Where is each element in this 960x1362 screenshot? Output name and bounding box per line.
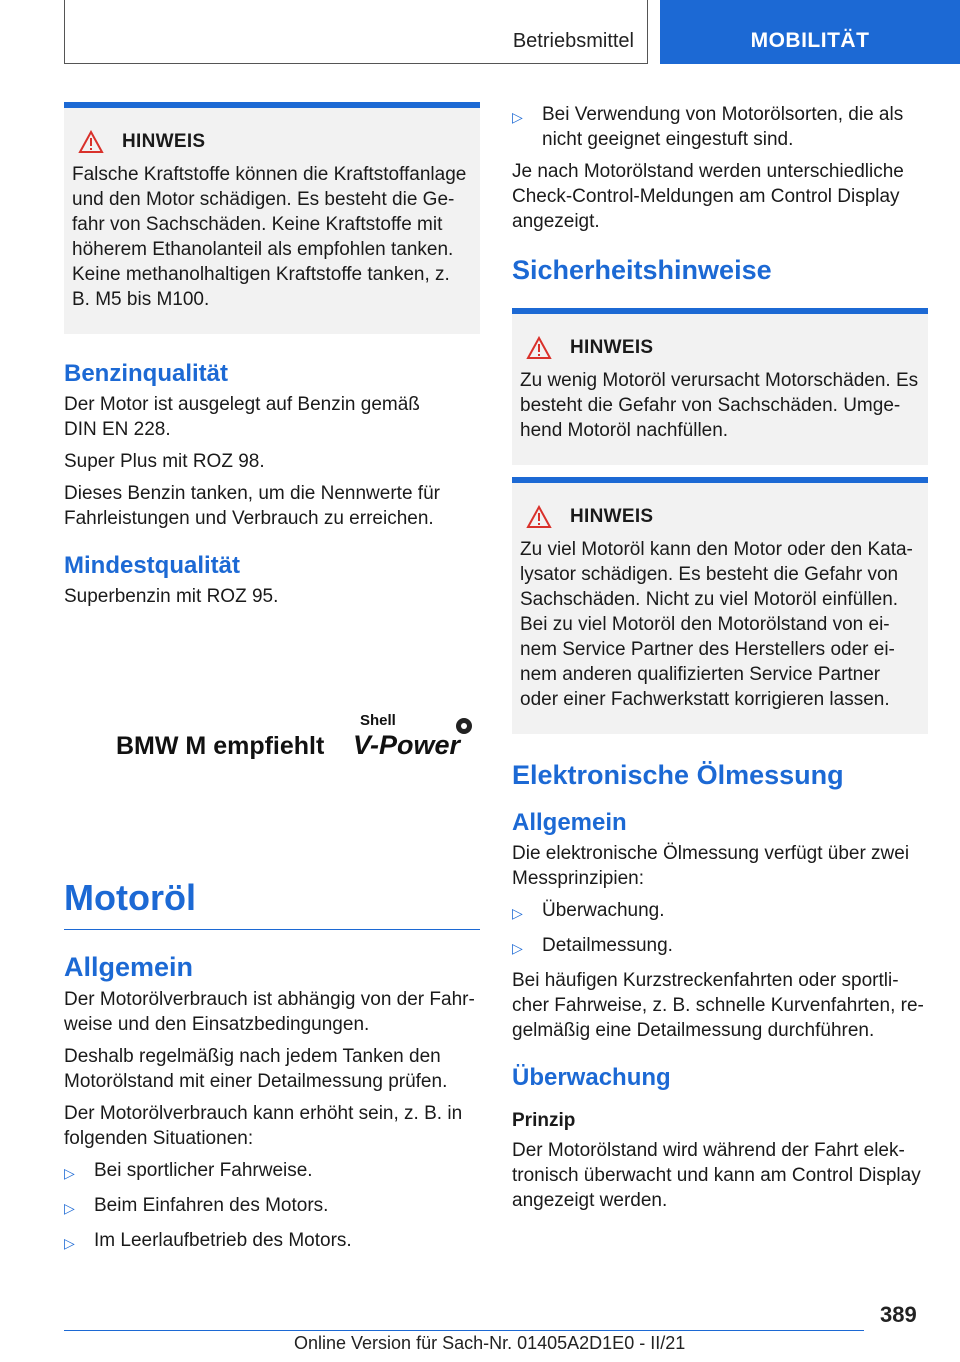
left-column — [64, 102, 480, 1263]
gear-icon — [454, 716, 474, 736]
warning-icon — [526, 505, 552, 529]
warning-icon — [526, 336, 552, 360]
list-item: ▷ Beim Einfahren des Motors. — [64, 1193, 480, 1221]
paragraph: Je nach Motorölstand werden unterschiedliche Check-Control-Meldungen am Control Display angezeigt. — [512, 161, 904, 232]
triangle-bullet-icon: ▷ — [64, 1165, 75, 1181]
paragraph: Superbenzin mit ROZ 95. — [64, 586, 279, 607]
header-tab-mobilitaet[interactable]: MOBILITÄT — [660, 0, 960, 64]
logo-vpower: V-Power — [353, 730, 461, 760]
list-item: ▷ Bei sportlicher Fahrweise. — [64, 1158, 480, 1186]
notice-text: Zu viel Motoröl kann den Motor oder den Kata-lysator schädigen. Es besteht die Gefahr von Sachschäden. Nicht zu viel Motoröl einfüllen. Bei zu viel Motoröl den Motorölstand von ei-nem Service Partner des Herstellers oder ei-nem anderen qualifizierten Service Partner oder einer Fachwerkstatt korrigieren lassen. — [520, 539, 913, 710]
triangle-bullet-icon: ▷ — [64, 1235, 75, 1251]
footer-divider — [64, 1330, 864, 1331]
paragraph: Super Plus mit ROZ 98. — [64, 451, 265, 472]
heading-elektronische-oelmessung: Elektronische Ölmessung — [512, 760, 844, 790]
triangle-bullet-icon: ▷ — [512, 109, 523, 125]
heading-motoroel: Motoröl — [64, 877, 480, 930]
warning-icon — [78, 130, 104, 154]
bullet-list — [512, 102, 928, 152]
triangle-bullet-icon: ▷ — [64, 1200, 75, 1216]
heading-benzinqualitaet: Benzinqualität — [64, 360, 229, 387]
heading-allgemein: Allgemein — [64, 952, 194, 982]
header-section-title: Betriebsmittel — [512, 30, 634, 52]
paragraph: Der Motorölverbrauch ist abhängig von der Fahr-weise und den Einsatzbedingungen. — [64, 989, 475, 1035]
bullet-list — [512, 898, 928, 961]
logo-text: BMW M empfiehlt — [116, 732, 325, 760]
heading-ueberwachung: Überwachung — [512, 1064, 671, 1091]
triangle-bullet-icon: ▷ — [512, 905, 523, 921]
notice-box-high-oil — [512, 477, 928, 734]
right-column — [512, 102, 928, 1220]
heading-sicherheitshinweise: Sicherheitshinweise — [512, 255, 772, 285]
notice-box-low-oil — [512, 308, 928, 465]
triangle-bullet-icon: ▷ — [512, 940, 523, 956]
list-item: ▷ Überwachung. — [512, 898, 928, 926]
paragraph: Der Motorölverbrauch kann erhöht sein, z. B. in folgenden Situationen: — [64, 1103, 463, 1149]
footer-version-text: Online Version für Sach-Nr. 01405A2D1E0 - II/21 — [294, 1333, 686, 1353]
notice-title: HINWEIS — [122, 131, 206, 152]
notice-title: HINWEIS — [570, 506, 654, 527]
notice-text: Falsche Kraftstoffe können die Kraftstoffanlage und den Motor schädigen. Es besteht die Ge-fahr von Sachschäden. Keine Kraftstoffe mit höherem Ethanolanteil als empfohlen tanken. Keine methanolhaltigen Kraftstoffe tanken, z. B. M5 bis M100. — [72, 164, 467, 310]
heading-mindestqualitaet: Mindestqualität — [64, 552, 241, 579]
paragraph: Der Motorölstand wird während der Fahrt elek-tronisch überwacht und kann am Control Display angezeigt werden. — [512, 1140, 921, 1211]
bullet-list — [64, 1158, 480, 1256]
list-item: ▷ Detailmessung. — [512, 933, 928, 961]
subheading-prinzip: Prinzip — [512, 1110, 576, 1131]
paragraph: Der Motor ist ausgelegt auf Benzin gemäß DIN EN 228. — [64, 394, 420, 440]
logo-shell: Shell — [360, 712, 396, 729]
shell-vpower-logo — [64, 616, 480, 871]
notice-title: HINWEIS — [570, 337, 654, 358]
notice-text: Zu wenig Motoröl verursacht Motorschäden. Es besteht die Gefahr von Sachschäden. Umge-hend Motoröl nachfüllen. — [520, 370, 919, 441]
list-item: ▷ Im Leerlaufbetrieb des Motors. — [64, 1228, 480, 1256]
paragraph: Die elektronische Ölmessung verfügt über zwei Messprinzipien: — [512, 843, 910, 889]
list-item: ▷ Bei Verwendung von Motorölsorten, die als nicht geeignet eingestuft sind. — [512, 104, 904, 150]
paragraph: Bei häufigen Kurzstreckenfahrten oder sportli-cher Fahrweise, z. B. schnelle Kurvenfahrten, re-gelmäßig eine Detailmessung durchführen. — [512, 970, 924, 1041]
page-number: 389 — [880, 1302, 917, 1327]
paragraph: Dieses Benzin tanken, um die Nennwerte für Fahrleistungen und Verbrauch zu erreichen. — [64, 483, 440, 529]
paragraph: Deshalb regelmäßig nach jedem Tanken den Motorölstand mit einer Detailmessung prüfen. — [64, 1046, 448, 1092]
heading-allgemein: Allgemein — [512, 809, 627, 836]
notice-box-fuel — [64, 102, 480, 334]
